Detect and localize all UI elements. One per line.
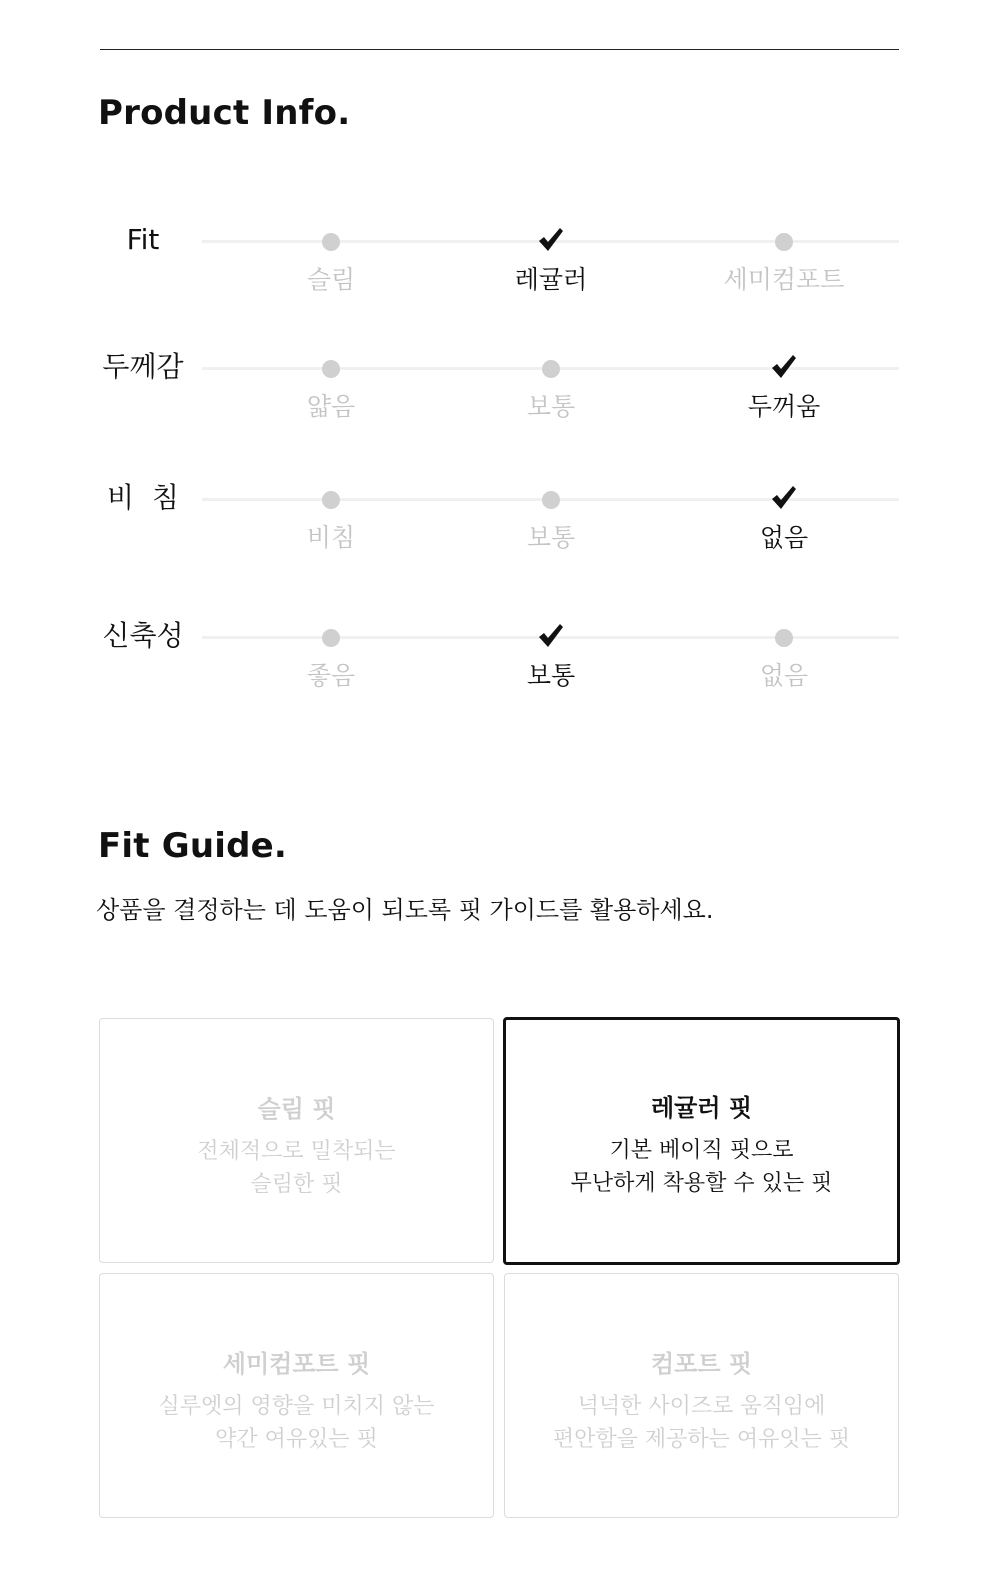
fit-card-description: 넉넉한 사이즈로 움직임에 편안함을 제공하는 여유잇는 핏 xyxy=(552,1394,851,1452)
option-label-selected: 보통 xyxy=(526,661,576,690)
option-label-selected: 없음 xyxy=(759,523,809,552)
dot-icon xyxy=(764,618,804,658)
fit-guide-title: Fit Guide. xyxy=(98,826,288,866)
attribute-row-fit xyxy=(0,222,1000,302)
dot-icon xyxy=(764,222,804,262)
attribute-label: 두께감 xyxy=(102,350,184,383)
attribute-row-sheerness xyxy=(0,480,1000,560)
checkmark-icon xyxy=(764,480,804,520)
attribute-row-stretch xyxy=(0,618,1000,698)
fit-card-slim[interactable] xyxy=(99,1018,494,1263)
option-label: 슬림 xyxy=(306,265,356,294)
fit-card-title: 레귤러 핏 xyxy=(650,1094,753,1122)
dot-icon xyxy=(311,222,351,262)
fit-guide-description: 상품을 결정하는 데 도움이 되도록 핏 가이드를 활용하세요. xyxy=(96,896,714,924)
option-label-selected: 레귤러 xyxy=(514,265,588,294)
attribute-label: 신축성 xyxy=(102,619,184,652)
fit-card-title: 세미컴포트 핏 xyxy=(222,1350,371,1378)
option-label-selected: 두꺼움 xyxy=(747,392,821,421)
fit-card-semi-comfort[interactable] xyxy=(99,1273,494,1518)
dot-icon xyxy=(311,618,351,658)
top-divider xyxy=(100,49,899,50)
checkmark-icon xyxy=(764,349,804,389)
checkmark-icon xyxy=(531,222,571,262)
option-label: 없음 xyxy=(759,661,809,690)
fit-card-comfort[interactable] xyxy=(504,1273,899,1518)
dot-icon xyxy=(531,480,571,520)
checkmark-icon xyxy=(531,618,571,658)
product-info-title: Product Info. xyxy=(98,93,351,133)
option-label: 세미컴포트 xyxy=(723,265,845,294)
fit-card-title: 컴포트 핏 xyxy=(650,1350,753,1378)
attribute-label: Fit xyxy=(126,223,160,256)
fit-card-title: 슬림 핏 xyxy=(257,1095,336,1123)
dot-icon xyxy=(531,349,571,389)
dot-icon xyxy=(311,349,351,389)
option-label: 보통 xyxy=(526,523,576,552)
fit-card-regular[interactable] xyxy=(503,1017,900,1265)
attribute-label: 비 침 xyxy=(107,481,179,514)
option-label: 보통 xyxy=(526,392,576,421)
option-label: 비침 xyxy=(306,523,356,552)
dot-icon xyxy=(311,480,351,520)
option-label: 좋음 xyxy=(306,661,356,690)
fit-card-description: 기본 베이직 핏으로 무난하게 착용할 수 있는 핏 xyxy=(570,1138,833,1196)
attribute-row-thickness xyxy=(0,349,1000,429)
fit-card-description: 실루엣의 영향을 미치지 않는 약간 여유있는 핏 xyxy=(158,1394,435,1452)
option-label: 얇음 xyxy=(306,392,356,421)
fit-card-description: 전체적으로 밀착되는 슬림한 핏 xyxy=(197,1139,396,1197)
